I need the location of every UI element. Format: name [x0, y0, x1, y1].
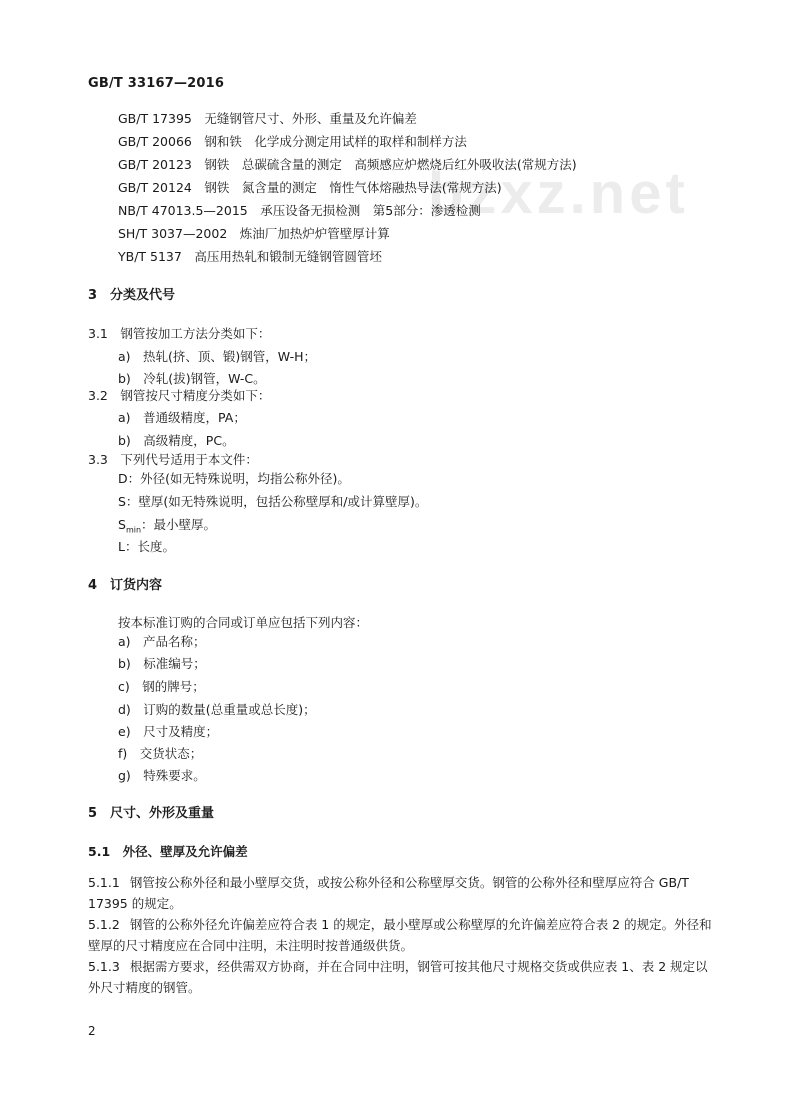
order-item: d) 订购的数量(总重量或总长度)；	[118, 702, 316, 717]
clause-number: 5.1.1	[88, 875, 120, 890]
clause-5-1-2	[88, 914, 718, 956]
reference-item: SH/T 3037—2002 炼油厂加热炉炉管壁厚计算	[118, 226, 390, 241]
reference-item: GB/T 20066 钢和铁 化学成分测定用试样的取样和制样方法	[118, 134, 467, 149]
watermark: bzxz.net	[428, 161, 689, 226]
clause-3-3: 3.3 下列代号适用于本文件：	[88, 452, 258, 467]
clause-5-1-3	[88, 956, 718, 998]
clause-5-1-1	[88, 872, 718, 914]
section-5-title: 5 尺寸、外形及重量	[88, 806, 215, 821]
order-item: c) 钢的牌号；	[118, 679, 205, 694]
order-item: e) 尺寸及精度；	[118, 724, 219, 739]
clause-3-1-b: b) 冷轧(拔)钢管，W-C。	[118, 371, 266, 386]
clause-3-2-b: b) 高级精度，PC。	[118, 433, 235, 448]
reference-item: GB/T 17395 无缝钢管尺寸、外形、重量及允许偏差	[118, 111, 417, 126]
order-item: b) 标准编号；	[118, 656, 206, 671]
symbol-d: D：外径(如无特殊说明，均指公称外径)。	[118, 471, 350, 486]
section-4-title: 4 订货内容	[88, 578, 163, 593]
symbol-s: S：壁厚(如无特殊说明，包括公称壁厚和/或计算壁厚)。	[118, 494, 428, 509]
order-item: g) 特殊要求。	[118, 768, 206, 783]
page-number: 2	[88, 1024, 96, 1038]
clause-3-1-a: a) 热轧(挤、顶、锻)钢管，W-H；	[118, 349, 317, 364]
document-header: GB/T 33167—2016	[88, 76, 225, 91]
reference-item: GB/T 20124 钢铁 氮含量的测定 惰性气体熔融热导法(常规方法)	[118, 180, 502, 195]
clause-number: 5.1.2	[88, 917, 120, 932]
clause-text: 钢管的公称外径允许偏差应符合表 1 的规定，最小壁厚或公称壁厚的允许偏差应符合表 2 的规定。外径和壁厚的尺寸精度应在合同中注明，未注明时按普通级供货。	[88, 917, 712, 953]
clause-3-2: 3.2 钢管按尺寸精度分类如下：	[88, 388, 271, 403]
symbol-smin-subscript: min	[125, 525, 142, 535]
clause-3-2-a: a) 普通级精度，PA；	[118, 410, 246, 425]
clause-text: 根据需方要求，经供需双方协商，并在合同中注明，钢管可按其他尺寸规格交货或供应表 1、表 2 规定以外尺寸精度的钢管。	[88, 959, 708, 995]
symbol-smin-letter: S	[118, 517, 126, 532]
clause-number: 5.1.3	[88, 959, 120, 974]
section-3-title: 3 分类及代号	[88, 288, 176, 303]
symbol-smin-text: ：最小壁厚。	[141, 517, 217, 532]
symbol-l: L：长度。	[118, 539, 175, 554]
clause-text: 钢管按公称外径和最小壁厚交货，或按公称外径和公称壁厚交货。钢管的公称外径和壁厚应符合 GB/T 17395 的规定。	[88, 875, 689, 911]
reference-item: GB/T 20123 钢铁 总碳硫含量的测定 高频感应炉燃烧后红外吸收法(常规方法)	[118, 157, 577, 172]
symbol-smin	[118, 517, 216, 539]
order-item: f) 交货状态；	[118, 746, 203, 761]
order-intro: 按本标准订购的合同或订单应包括下列内容：	[118, 615, 369, 630]
clause-3-1: 3.1 钢管按加工方法分类如下：	[88, 326, 271, 341]
reference-item: NB/T 47013.5—2015 承压设备无损检测 第5部分：渗透检测	[118, 203, 481, 218]
clause-5-1-title: 5.1 外径、壁厚及允许偏差	[88, 844, 248, 859]
reference-item: YB/T 5137 高压用热轧和锻制无缝钢管圆管坯	[118, 249, 382, 264]
order-item: a) 产品名称；	[118, 634, 206, 649]
